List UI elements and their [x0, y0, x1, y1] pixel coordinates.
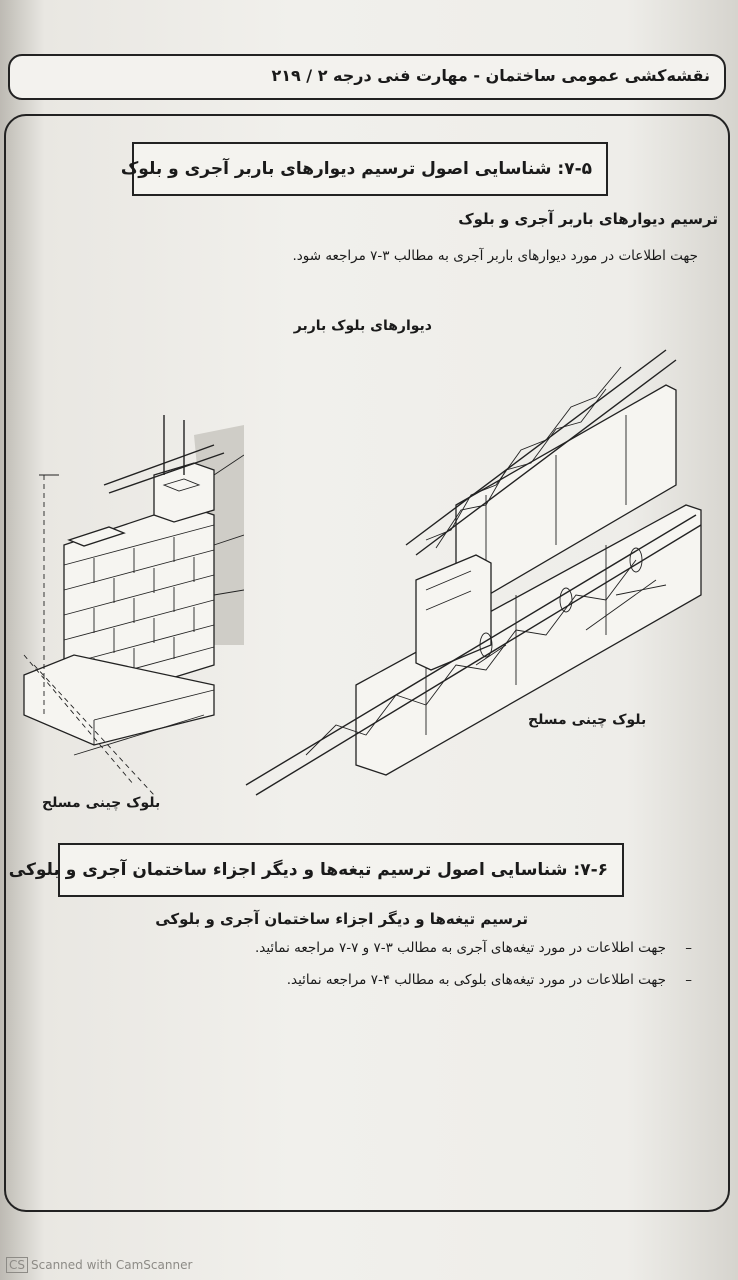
right-bond-beam-illustration [236, 345, 706, 825]
section-7-5-title-box [120, 142, 608, 196]
section-7-5-subheading: ترسیم دیوارهای باربر آجری و بلوک [458, 210, 718, 228]
running-header [8, 54, 726, 100]
section-7-6-title-box [8, 843, 624, 897]
bullet-item [254, 940, 692, 956]
caption-right: بلوک چینی مسلح [528, 712, 647, 728]
header-title: نقشه‌کشی عمومی ساختمان - مهارت فنی درجه ۲ / ۲۱۹ [271, 66, 710, 85]
bullet-item [286, 972, 692, 988]
camscanner-logo: CS [6, 1257, 28, 1273]
section-7-6-title: ۷-۶: شناسایی اصول ترسیم تیغه‌ها و دیگر اجزاء ساختمان آجری و بلوکی [8, 860, 608, 880]
bullet-dash: – [685, 972, 692, 988]
figure-title: دیوارهای بلوک باربر [293, 318, 432, 334]
section-7-6-subheading: ترسیم تیغه‌ها و دیگر اجزاء ساختمان آجری و بلوکی [155, 910, 528, 928]
section-7-5-title: ۷-۵: شناسایی اصول ترسیم دیوارهای باربر آجری و بلوک [120, 159, 592, 179]
scanner-watermark [6, 1258, 192, 1272]
bullet-text: جهت اطلاعات در مورد تیغه‌های بلوکی به مطالب ۴-۷ مراجعه نمائید. [286, 972, 666, 988]
bullet-dash: – [685, 940, 692, 956]
left-block-wall-illustration [14, 415, 244, 815]
bullet-text: جهت اطلاعات در مورد تیغه‌های آجری به مطالب ۳-۷ و ۷-۷ مراجعه نمائید. [254, 940, 666, 956]
caption-left: بلوک چینی مسلح [42, 795, 161, 811]
section-7-5-paragraph: جهت اطلاعات در مورد دیوارهای باربر آجری به مطالب ۳-۷ مراجعه شود. [292, 248, 698, 264]
scanner-text: Scanned with CamScanner [31, 1258, 193, 1272]
